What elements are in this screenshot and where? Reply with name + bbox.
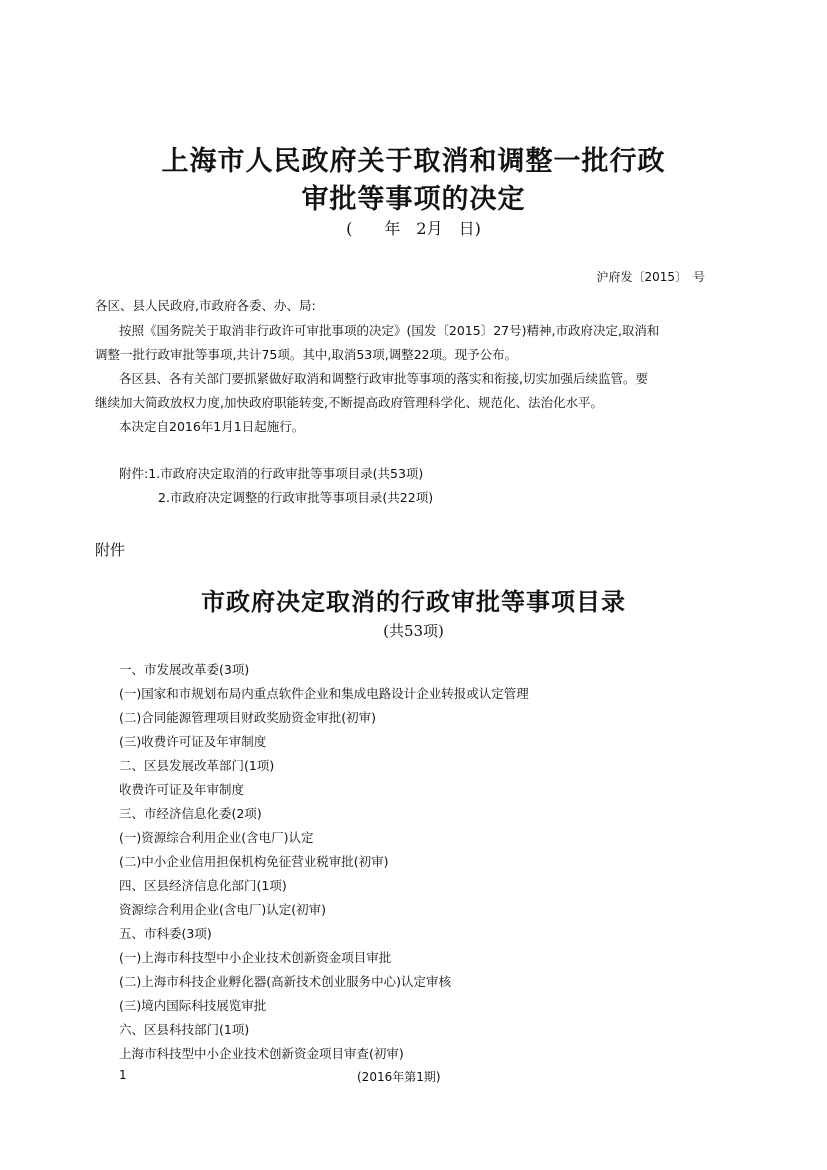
attachment-title: 市政府决定取消的行政审批等事项目录 — [201, 587, 626, 616]
list-item: (二)上海市科技企业孵化器(高新技术创业服务中心)认定审核 — [119, 974, 452, 989]
list-item: (二)中小企业信用担保机构免征营业税审批(初审) — [119, 854, 389, 869]
attachment-list-1: 附件:1.市政府决定取消的行政审批等事项目录(共53项) — [119, 466, 424, 481]
list-item: (一)上海市科技型中小企业技术创新资金项目审批 — [119, 950, 392, 965]
list-item: (二)合同能源管理项目财政奖励资金审批(初审) — [119, 710, 377, 725]
document-number: 沪府发〔2015〕 号 — [596, 270, 705, 284]
issue-date: ( 年 2月 日) — [346, 219, 481, 238]
list-item: 上海市科技型中小企业技术创新资金项目审查(初审) — [119, 1046, 404, 1061]
list-item: 资源综合利用企业(含电厂)认定(初审) — [119, 902, 327, 917]
title-line-2: 审批等事项的决定 — [301, 184, 526, 215]
list-item: 六、区县科技部门(1项) — [119, 1022, 250, 1037]
effective-date: 本决定自2016年1月1日起施行。 — [119, 419, 305, 434]
list-item: (一)资源综合利用企业(含电厂)认定 — [119, 830, 314, 845]
list-item: (一)国家和市规划布局内重点软件企业和集成电路设计企业转报或认定管理 — [119, 686, 529, 701]
issue-number: (2016年第1期) — [357, 1070, 441, 1084]
attachment-subtitle: (共53项) — [383, 622, 444, 640]
list-item: 一、市发展改革委(3项) — [119, 662, 250, 677]
page-number: 1 — [119, 1068, 127, 1082]
list-item: 五、市科委(3项) — [119, 926, 212, 941]
attachment-label: 附件 — [95, 541, 126, 559]
title-line-1: 上海市人民政府关于取消和调整一批行政 — [161, 146, 666, 177]
list-item: 四、区县经济信息化部门(1项) — [119, 878, 287, 893]
list-item: (三)收费许可证及年审制度 — [119, 734, 267, 749]
list-item: (三)境内国际科技展览审批 — [119, 998, 267, 1013]
list-item: 收费许可证及年审制度 — [119, 782, 245, 797]
attachment-list-2: 2.市政府决定调整的行政审批等事项目录(共22项) — [158, 490, 434, 505]
list-item: 二、区县发展改革部门(1项) — [119, 758, 275, 773]
addressee: 各区、县人民政府,市政府各委、办、局: — [95, 298, 316, 313]
list-item: 三、市经济信息化委(2项) — [119, 806, 262, 821]
